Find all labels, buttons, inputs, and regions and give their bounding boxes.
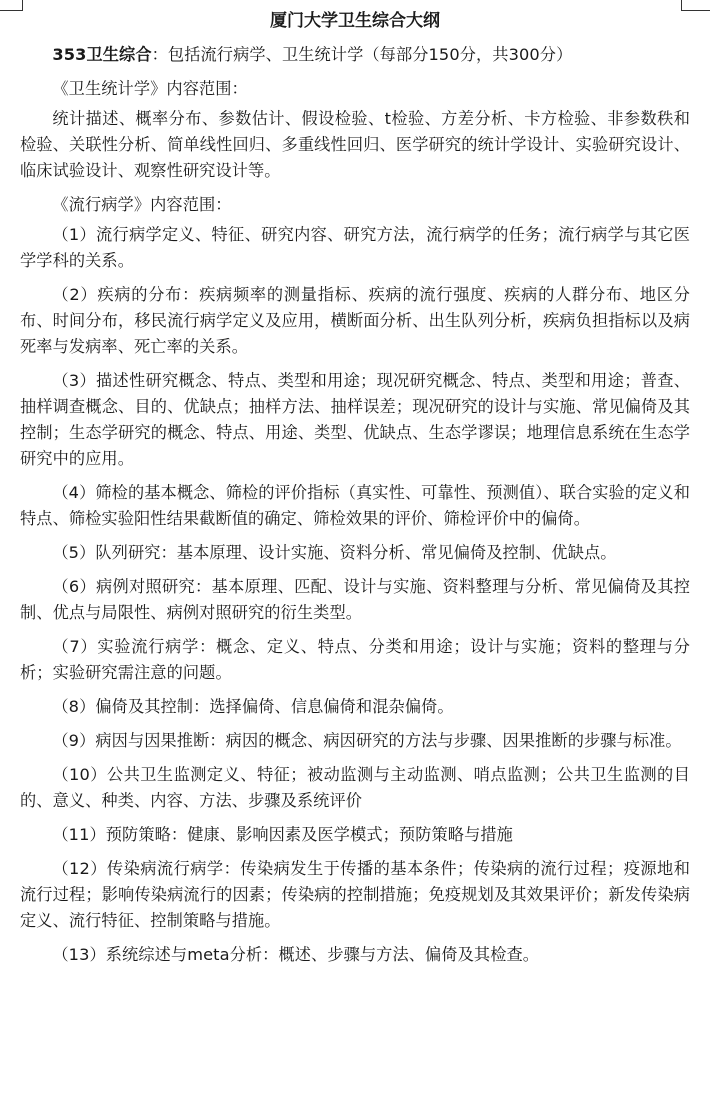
epi-item: （8）偏倚及其控制：选择偏倚、信息偏倚和混杂偏倚。 — [52, 697, 454, 716]
epi-item: （9）病因与因果推断：病因的概念、病因研究的方法与步骤、因果推断的步骤与标准。 — [52, 731, 682, 750]
epi-item: （2）疾病的分布：疾病频率的测量指标、疾病的流行强度、疾病的人群分布、地区分布、时间分布，移民流行病学定义及应用，横断面分析、出生队列分析，疾病负担指标以及病死率与发病率、死亡率的关系。 — [20, 285, 690, 356]
epi-item: （1）流行病学定义、特征、研究内容、研究方法，流行病学的任务；流行病学与其它医学学科的关系。 — [20, 225, 690, 270]
epi-item: （7）实验流行病学：概念、定义、特点、分类和用途；设计与实施；资料的整理与分析；实验研究需注意的问题。 — [20, 637, 690, 682]
epi-item: （3）描述性研究概念、特点、类型和用途；现况研究概念、特点、类型和用途；普查、抽样调查概念、目的、优缺点；抽样方法、抽样误差；现况研究的设计与实施、常见偏倚及其控制；生态学研究的概念、特点、用途、类型、优缺点、生态学谬误；地理信息系统在生态学研究中的应用。 — [20, 371, 690, 468]
intro-text: ：包括流行病学、卫生统计学（每部分150分，共300分） — [151, 45, 573, 64]
epi-item: （12）传染病流行病学：传染病发生于传播的基本条件；传染病的流行过程；疫源地和流行过程；影响传染病流行的因素；传染病的控制措施；免疫规划及其效果评价；新发传染病定义、流行特征、控制策略与措施。 — [20, 859, 690, 930]
stats-content: 统计描述、概率分布、参数估计、假设检验、t检验、方差分析、卡方检验、非参数秩和检验、关联性分析、简单线性回归、多重线性回归、医学研究的统计学设计、实验研究设计、临床试验设计、观察性研究设计等。 — [20, 109, 690, 180]
document-page — [20, 8, 690, 976]
intro-paragraph — [20, 42, 690, 68]
epi-item: （4）筛检的基本概念、筛检的评价指标（真实性、可靠性、预测值）、联合实验的定义和特点、筛检实验阳性结果截断值的确定、筛检效果的评价、筛检评价中的偏倚。 — [20, 483, 690, 528]
epi-item: （13）系统综述与meta分析：概述、步骤与方法、偏倚及其检查。 — [52, 945, 540, 964]
epi-item: （5）队列研究：基本原理、设计实施、资料分析、常见偏倚及控制、优缺点。 — [52, 543, 617, 562]
document-title: 厦门大学卫生综合大纲 — [270, 11, 440, 31]
stats-heading: 《卫生统计学》内容范围： — [52, 79, 248, 98]
exam-code-label: 353卫生综合 — [52, 45, 152, 64]
epi-item: （10）公共卫生监测定义、特征；被动监测与主动监测、哨点监测；公共卫生监测的目的、意义、种类、内容、方法、步骤及系统评价 — [20, 765, 690, 810]
epi-heading: 《流行病学》内容范围： — [52, 195, 232, 214]
epi-item: （6）病例对照研究：基本原理、匹配、设计与实施、资料整理与分析、常见偏倚及其控制、优点与局限性、病例对照研究的衍生类型。 — [20, 577, 690, 622]
epi-item: （11）预防策略：健康、影响因素及医学模式；预防策略与措施 — [52, 825, 513, 844]
